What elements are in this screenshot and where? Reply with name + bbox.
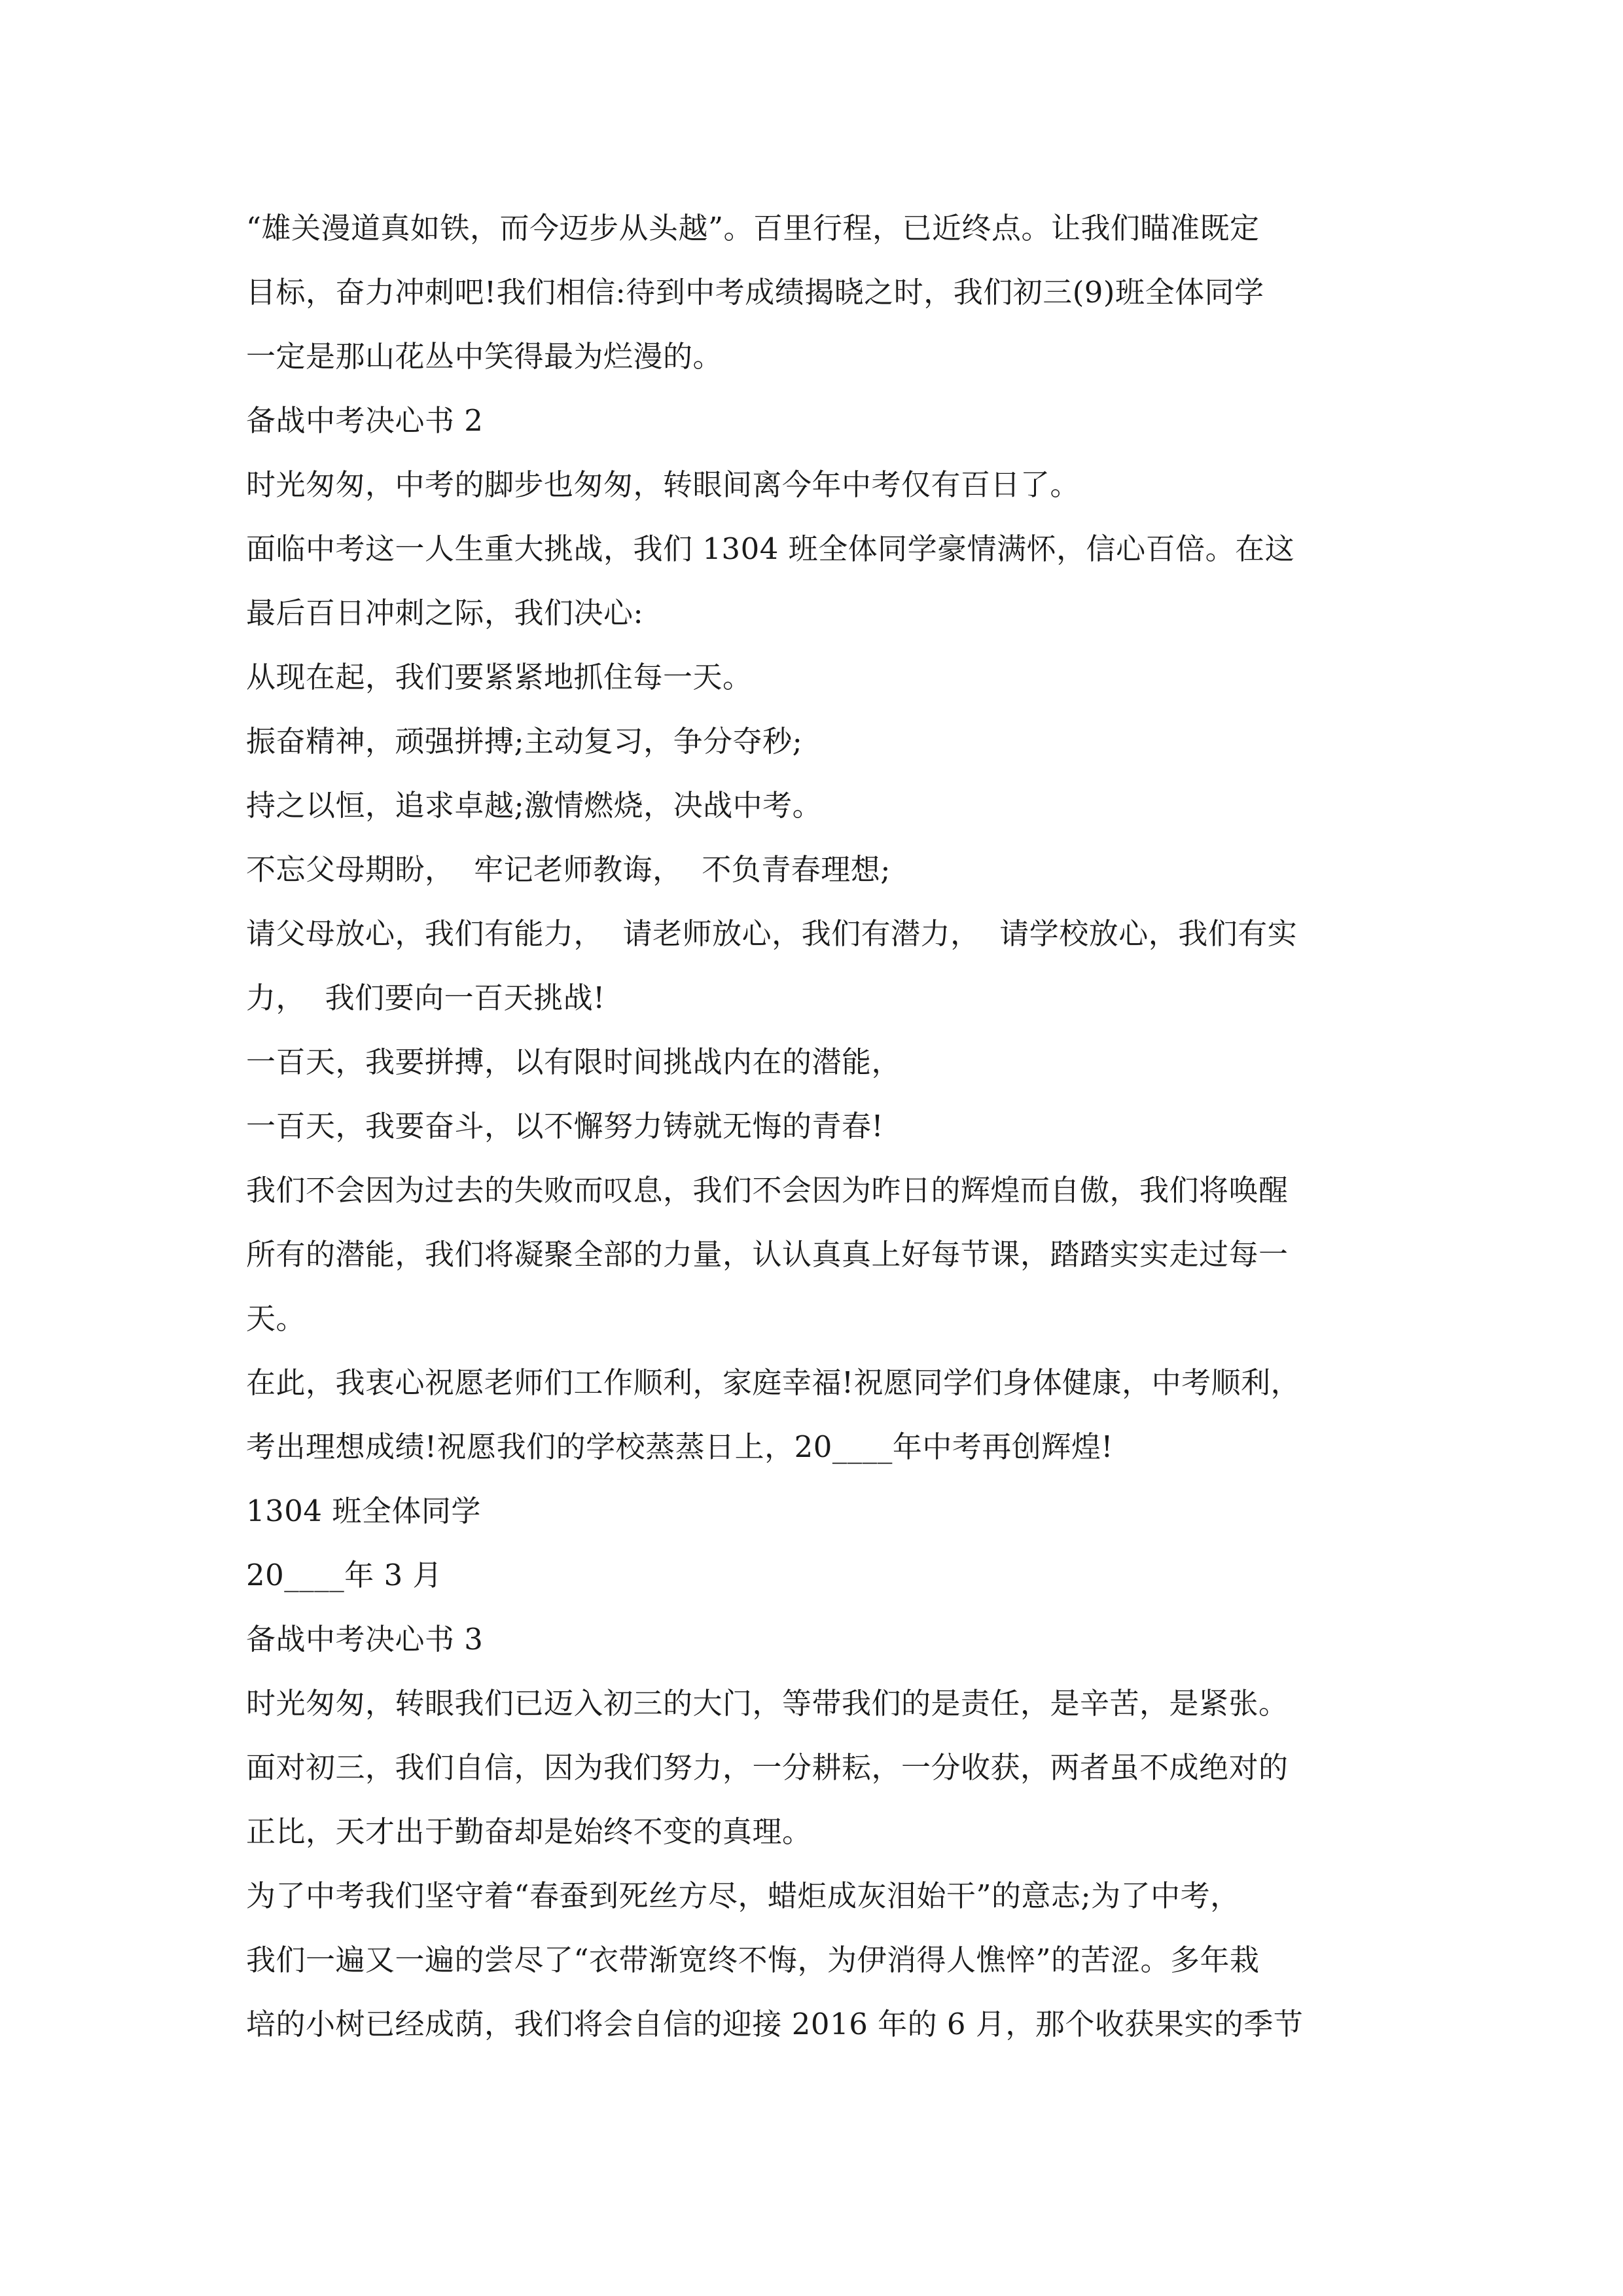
- text-line: 在此，我衷心祝愿老师们工作顺利，家庭幸福!祝愿同学们身体健康，中考顺利，: [246, 1365, 1301, 1400]
- text-line: 天。: [246, 1301, 306, 1336]
- text-line: 为了中考我们坚守着“春蚕到死丝方尽，蜡炬成灰泪始干”的意志;为了中考，: [246, 1878, 1240, 1913]
- text-line: 最后百日冲刺之际，我们决心:: [246, 596, 644, 630]
- text-line: 我们一遍又一遍的尝尽了“衣带渐宽终不悔，为伊消得人憔悴”的苦涩。多年栽: [246, 1943, 1260, 1977]
- text-line: 从现在起，我们要紧紧地抓住每一天。: [246, 660, 753, 694]
- text-line: 我们不会因为过去的失败而叹息，我们不会因为昨日的辉煌而自傲，我们将唤醒: [246, 1173, 1289, 1208]
- signature-line: 1304 班全体同学: [246, 1494, 481, 1528]
- text-line: 面临中考这一人生重大挑战，我们 1304 班全体同学豪情满怀，信心百倍。在这: [246, 531, 1295, 566]
- text-line: 不忘父母期盼， 牢记老师教诲， 不负青春理想;: [246, 852, 891, 887]
- text-line: 时光匆匆，中考的脚步也匆匆，转眼间离今年中考仅有百日了。: [246, 467, 1080, 502]
- text-line: “雄关漫道真如铁，而今迈步从头越”。百里行程，已近终点。让我们瞄准既定: [246, 211, 1260, 245]
- text-line: 振奋精神，顽强拼搏;主动复习，争分夺秒;: [246, 724, 803, 759]
- text-line: 考出理想成绩!祝愿我们的学校蒸蒸日上，20____年中考再创辉煌!: [246, 1429, 1113, 1464]
- text-line: 一定是那山花丛中笑得最为烂漫的。: [246, 339, 723, 374]
- text-line: 所有的潜能，我们将凝聚全部的力量，认认真真上好每节课，踏踏实实走过每一: [246, 1237, 1289, 1272]
- text-line: 一百天，我要奋斗，以不懈努力铸就无悔的青春!: [246, 1109, 884, 1143]
- text-line: 请父母放心，我们有能力， 请老师放心，我们有潜力， 请学校放心，我们有实: [246, 916, 1298, 951]
- text-line: 目标，奋力冲刺吧!我们相信:待到中考成绩揭晓之时，我们初三(9)班全体同学: [246, 275, 1264, 310]
- section-heading: 备战中考决心书 2: [246, 403, 484, 438]
- text-line: 正比，天才出于勤奋却是始终不变的真理。: [246, 1814, 812, 1849]
- text-line: 时光匆匆，转眼我们已迈入初三的大门，等带我们的是责任，是辛苦，是紧张。: [246, 1686, 1289, 1721]
- section-heading: 备战中考决心书 3: [246, 1622, 484, 1657]
- text-line: 力， 我们要向一百天挑战!: [246, 980, 605, 1015]
- text-line: 一百天，我要拼搏，以有限时间挑战内在的潜能，: [246, 1045, 902, 1079]
- text-line: 培的小树已经成荫，我们将会自信的迎接 2016 年的 6 月，那个收获果实的季节: [246, 2007, 1304, 2041]
- text-line: 持之以恒，追求卓越;激情燃烧，决战中考。: [246, 788, 823, 823]
- text-line: 面对初三，我们自信，因为我们努力，一分耕耘，一分收获，两者虽不成绝对的: [246, 1750, 1289, 1785]
- date-line: 20____年 3 月: [246, 1558, 442, 1592]
- document-body: [246, 196, 1385, 2056]
